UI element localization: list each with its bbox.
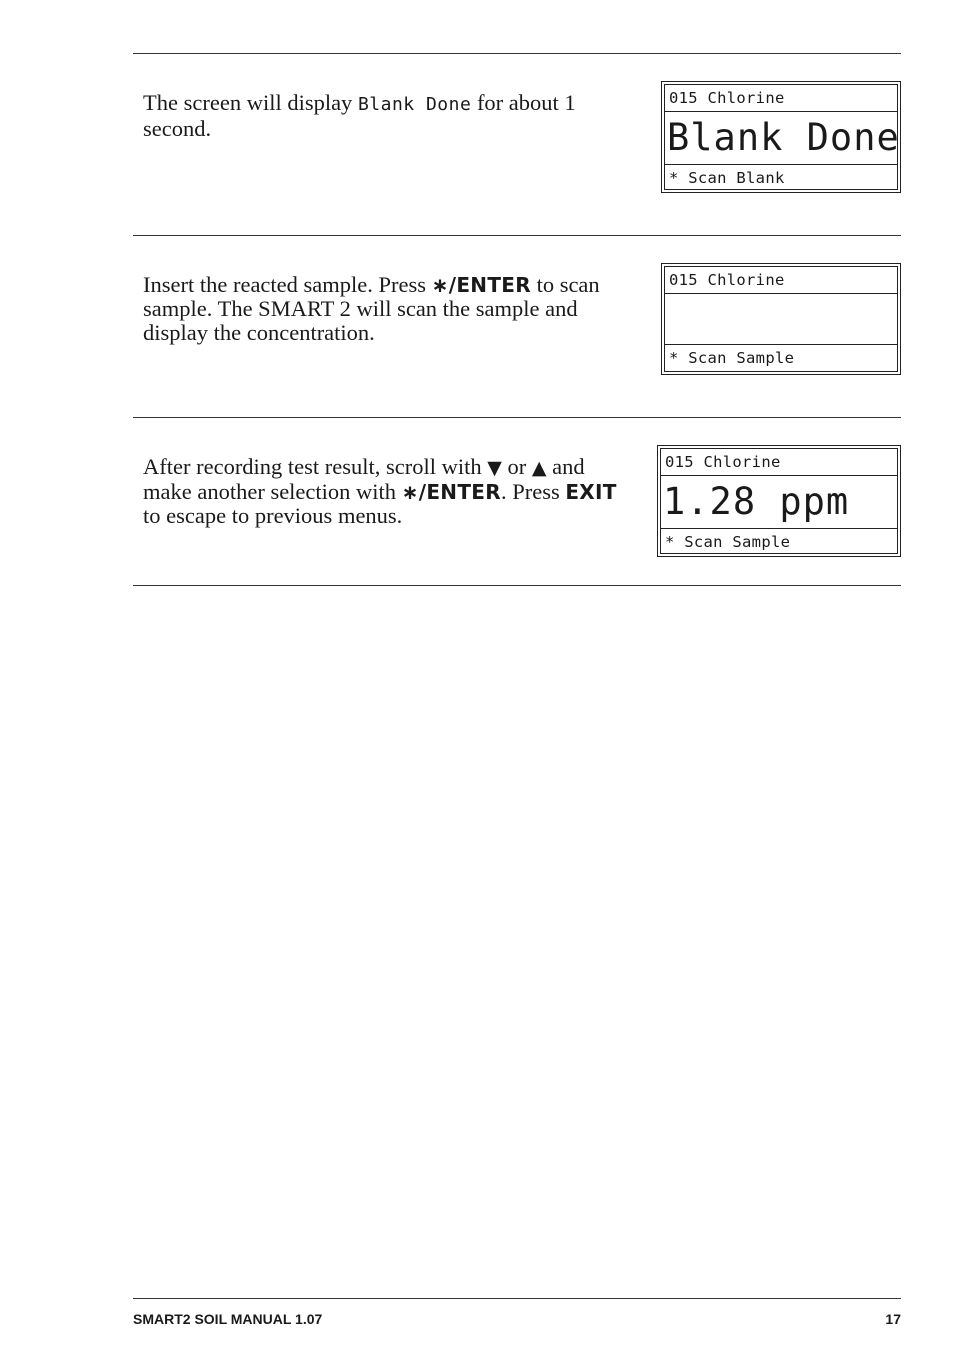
- lcd-bottom-line: * Scan Blank: [665, 164, 897, 191]
- lcd-main-readout: 1.28 ppm: [663, 480, 850, 523]
- lcd-top-line: 015 Chlorine: [665, 267, 897, 294]
- lcd-main-readout: [665, 294, 897, 344]
- footer-title: SMART2 SOIL MANUAL 1.07: [133, 1311, 323, 1327]
- lcd-top-line: 015 Chlorine: [665, 85, 897, 112]
- lcd-top-line: 015 Chlorine: [661, 449, 897, 476]
- exit-key-label: EXIT: [565, 480, 617, 504]
- lcd-main-readout: Blank Done: [667, 116, 900, 159]
- top-rule: [133, 53, 901, 54]
- screen-text-code: Blank Done: [357, 94, 472, 115]
- section-divider: [133, 585, 901, 586]
- instruction-text-1: The screen will display Blank Done for about 1 second.: [143, 90, 576, 141]
- enter-key-label: ∗/ENTER: [431, 273, 531, 297]
- lcd-display-1: [661, 81, 901, 193]
- down-arrow-icon: ▼: [487, 457, 502, 479]
- section-divider: [133, 235, 901, 236]
- enter-key-label: ∗/ENTER: [401, 480, 501, 504]
- instruction-text-3: After recording test result, scroll with ▼ or ▲ and make another selection with ∗/ENTER. Press EXIT to escape to previous menus.: [143, 454, 617, 528]
- lcd-bottom-line: * Scan Sample: [665, 344, 897, 371]
- instruction-text-2: Insert the reacted sample. Press ∗/ENTER to scan sample. The SMART 2 will scan the sample and display the concentration.: [143, 272, 600, 345]
- lcd-display-2: [661, 263, 901, 375]
- lcd-display-3: [657, 445, 901, 557]
- section-divider: [133, 417, 901, 418]
- footer-rule: [133, 1298, 901, 1299]
- up-arrow-icon: ▲: [531, 457, 547, 479]
- page-number: 17: [885, 1311, 901, 1327]
- lcd-bottom-line: * Scan Sample: [661, 528, 897, 555]
